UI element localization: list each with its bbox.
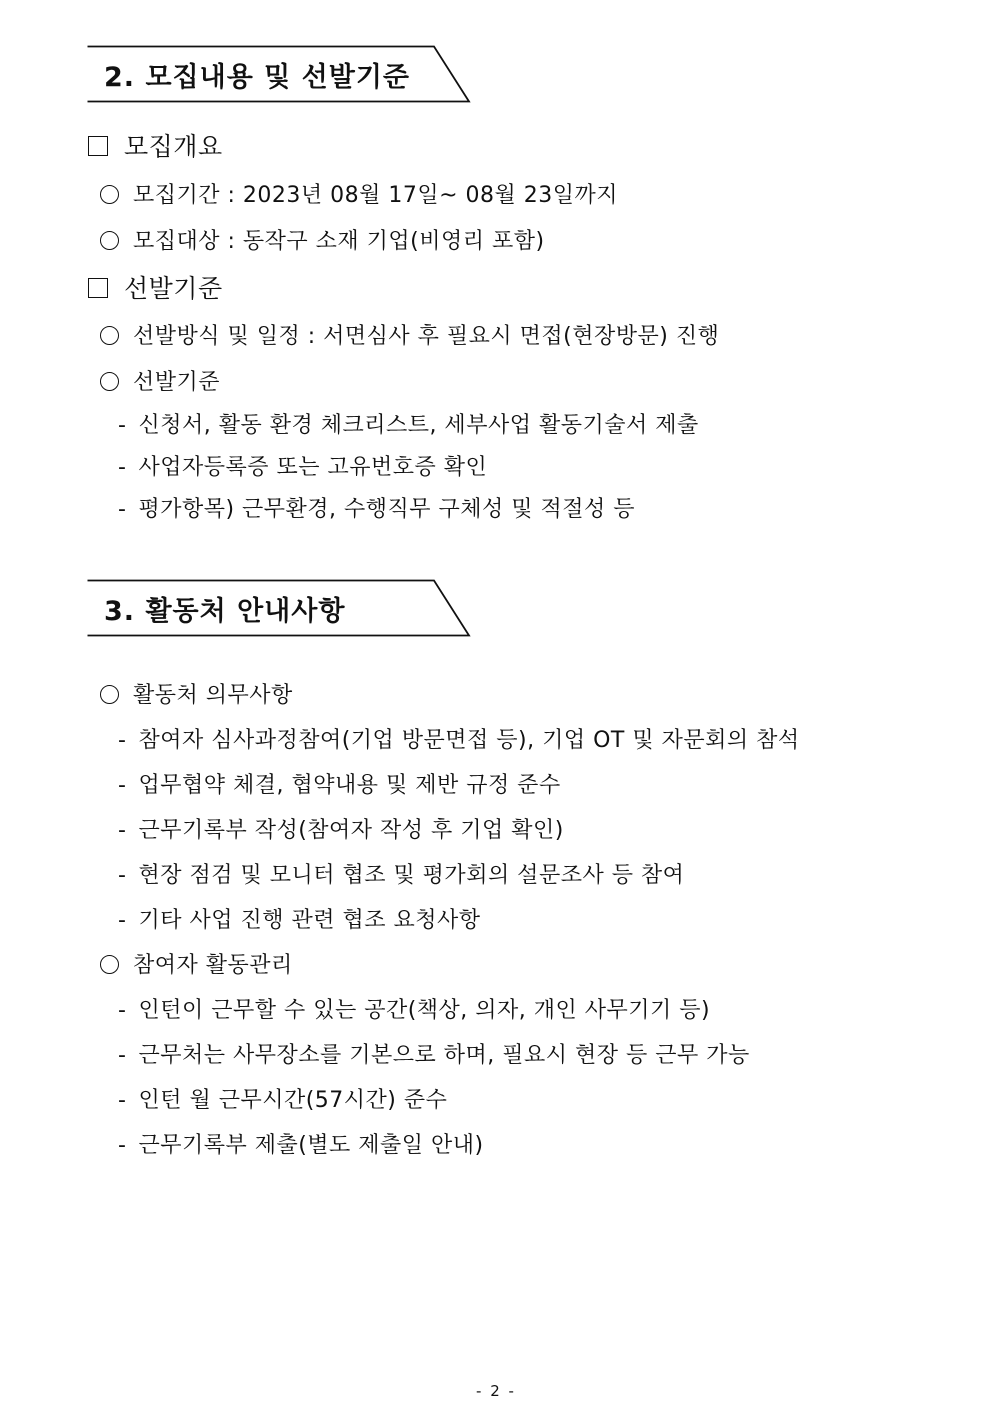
square-bullet-icon [88,136,108,156]
overview-item [100,224,545,255]
criteria-method-text: 선발방식 및 일정 : 서면심사 후 필요시 면접(현장방문) 진행 [133,324,720,349]
overview-item [100,178,618,209]
dash-bullet: - [118,818,127,843]
section-3-header [86,579,472,637]
circle-bullet-icon [100,185,119,204]
duties-item [118,813,564,844]
management-item [118,1128,484,1159]
duties-heading-text: 활동처 의무사항 [133,683,293,708]
overview-item-text: 모집대상 : 동작구 소재 기업(비영리 포함) [133,229,545,254]
management-heading-text: 참여자 활동관리 [133,953,293,978]
management-item-text: 근무기록부 제출(별도 제출일 안내) [138,1133,484,1158]
dash-bullet: - [118,455,127,480]
management-item-text: 인턴이 근무할 수 있는 공간(책상, 의자, 개인 사무기기 등) [138,998,711,1023]
management-item [118,1038,750,1069]
overview-heading-text: 모집개요 [124,132,223,161]
circle-bullet-icon [100,372,119,391]
circle-bullet-icon [100,685,119,704]
criteria-detail-text: 사업자등록증 또는 고유번호증 확인 [138,455,488,480]
duties-item [118,723,800,754]
dash-bullet: - [118,1088,127,1113]
management-item [118,1083,447,1114]
duties-heading [100,678,293,709]
criteria-detail-text: 평가항목) 근무환경, 수행직무 구체성 및 적절성 등 [138,497,636,522]
criteria-detail [118,408,699,439]
criteria-detail-text: 신청서, 활동 환경 체크리스트, 세부사업 활동기술서 제출 [138,413,699,438]
dash-bullet: - [118,863,127,888]
circle-bullet-icon [100,955,119,974]
dash-bullet: - [118,998,127,1023]
management-item-text: 인턴 월 근무시간(57시간) 준수 [138,1088,448,1113]
dash-bullet: - [118,1043,127,1068]
management-item [118,993,710,1024]
dash-bullet: - [118,413,127,438]
duties-item [118,768,561,799]
dash-bullet: - [118,773,127,798]
criteria-subheading-text: 선발기준 [133,370,221,395]
dash-bullet: - [118,497,127,522]
section-3-title: 3. 활동처 안내사항 [104,596,346,627]
criteria-method [100,319,719,350]
criteria-heading-text: 선발기준 [124,274,223,303]
page-number: - 2 - [476,1382,516,1400]
management-heading [100,948,293,979]
management-item-text: 근무처는 사무장소를 기본으로 하며, 필요시 현장 등 근무 가능 [138,1043,750,1068]
duties-item [118,858,684,889]
circle-bullet-icon [100,231,119,250]
duties-item-text: 참여자 심사과정참여(기업 방문면접 등), 기업 OT 및 자문회의 참석 [138,728,800,753]
dash-bullet: - [118,728,127,753]
duties-item-text: 근무기록부 작성(참여자 작성 후 기업 확인) [138,818,564,843]
circle-bullet-icon [100,326,119,345]
duties-item-text: 현장 점검 및 모니터 협조 및 평가회의 설문조사 등 참여 [138,863,685,888]
criteria-detail [118,450,487,481]
overview-item-text: 모집기간 : 2023년 08월 17일~ 08월 23일까지 [133,183,619,208]
duties-item-text: 업무협약 체결, 협약내용 및 제반 규정 준수 [138,773,561,798]
criteria-heading [88,269,223,305]
criteria-detail [118,492,635,523]
overview-heading [88,127,223,163]
dash-bullet: - [118,908,127,933]
section-2-header [86,45,472,103]
duties-item-text: 기타 사업 진행 관련 협조 요청사항 [138,908,481,933]
section-2-title: 2. 모집내용 및 선발기준 [104,62,410,93]
duties-item [118,903,480,934]
dash-bullet: - [118,1133,127,1158]
criteria-subheading [100,365,220,396]
square-bullet-icon [88,278,108,298]
